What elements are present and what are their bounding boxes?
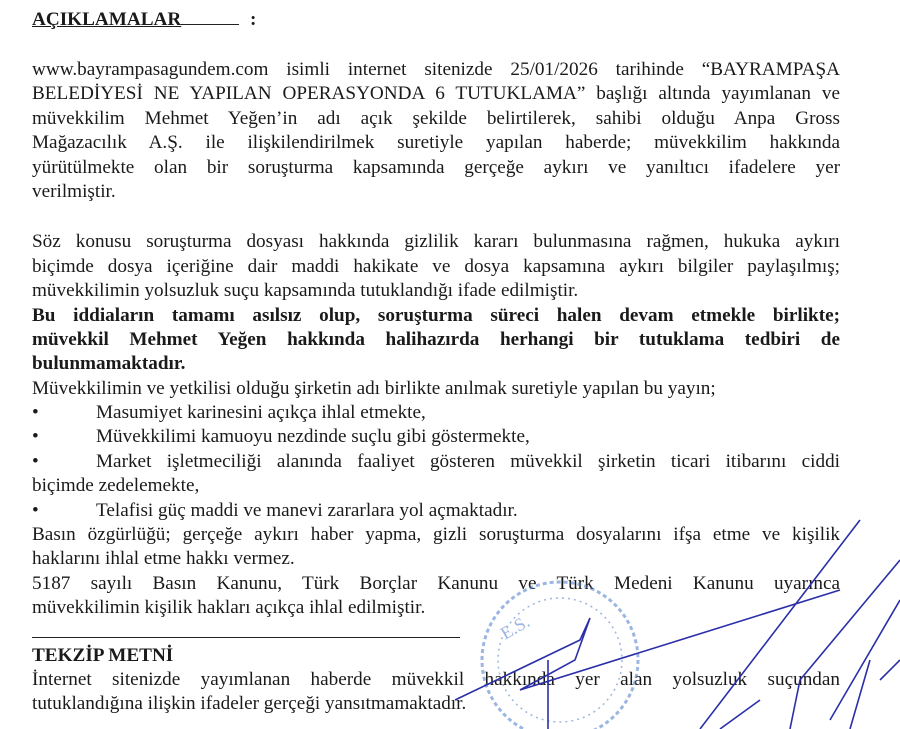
press-freedom-paragraph: Basın özgürlüğü; gerçeğe aykırı haber yapma, gizli soruşturma dosyalarını ifşa etme ve kişilik haklarını ihlal etme hakkı vermez. xyxy=(32,524,840,570)
document-body xyxy=(32,6,840,716)
list-item: • Market işletmeciliği alanında faaliyet gösteren müvekkil şirketin ticari itibarını ciddi xyxy=(32,450,840,472)
paragraph-1 xyxy=(32,58,840,204)
heading-colon: : xyxy=(250,9,257,30)
text-line: verilmiştir. xyxy=(32,180,116,202)
law-paragraph: 5187 sayılı Basın Kanunu, Türk Borçlar Kanunu ve Türk Medeni Kanunu uyarınca müvekkilimin kişilik hakları açıkça ihlal edilmiştir. xyxy=(32,572,840,619)
svg-text:E.S.: E.S. xyxy=(497,611,533,644)
bullet-list xyxy=(32,401,840,523)
text-line: BELEDİYESİ NE YAPILAN OPERASYONDA 6 TUTUKLAMA” başlığı altında yayımlanan ve xyxy=(32,83,840,105)
bold-statement: Bu iddiaların tamamı asılsız olup, soruşturma süreci halen devam etmekle birlikte; müvekkil Mehmet Yeğen hakkında halihazırda herhangi bir tutuklama tedbiri de bulunmamaktadır. xyxy=(32,304,840,375)
list-item: • Müvekkilimi kamuoyu nezdinde suçlu gibi göstermekte, xyxy=(32,426,530,448)
divider xyxy=(32,637,460,638)
section-heading xyxy=(32,6,840,32)
list-item: • Telafisi güç maddi ve manevi zararlara yol açmaktadır. xyxy=(32,499,518,521)
tekzip-text: İnternet sitenizde yayımlanan haberde müvekkil hakkında yer alan yolsuzluk suçundan tutuklandığına ilişkin ifadeler gerçeği yansıtmamaktadır. xyxy=(32,668,840,714)
paragraph-2 xyxy=(32,230,840,303)
intro-line: Müvekkilimin ve yetkilisi olduğu şirketin adı birlikte anılmak suretiyle yapılan bu yayın; xyxy=(32,377,716,399)
text-line: müvekkilim Mehmet Yeğen’in adı açık şekilde belirtilerek, sahibi olduğu Anpa Gross xyxy=(32,107,840,129)
text-line: Mağazacılık A.Ş. ile ilişkilendirilmek suretiyle yapılan haberde; müvekkilim hakkında xyxy=(32,132,840,154)
list-item-continuation: biçimde zedelemekte, xyxy=(32,475,200,497)
text-line: müvekkilimin yolsuzluk suçu kapsamında tutuklandığı ifade edilmiştir. xyxy=(32,280,579,302)
heading-title: AÇIKLAMALAR xyxy=(32,9,182,30)
list-item: • Masumiyet karinesini açıkça ihlal etmekte, xyxy=(32,402,426,424)
text-line: www.bayrampasagundem.com isimli internet sitenizde 25/01/2026 tarihinde “BAYRAMPAŞA xyxy=(32,59,840,80)
text-line: Söz konusu soruşturma dosyası hakkında gizlilik kararı bulunmasına rağmen, hukuka aykırı xyxy=(32,231,840,253)
text-line: biçimde dosya içeriğine dair maddi hakikate ve dosya kapsamına aykırı bilgiler paylaşılmış; xyxy=(32,255,840,277)
text-line: yürütülmekte olan bir soruşturma kapsamında gerçeğe aykırı ve yanıltıcı ifadelere yer xyxy=(32,156,840,178)
tekzip-title: TEKZİP METNİ xyxy=(32,644,174,666)
